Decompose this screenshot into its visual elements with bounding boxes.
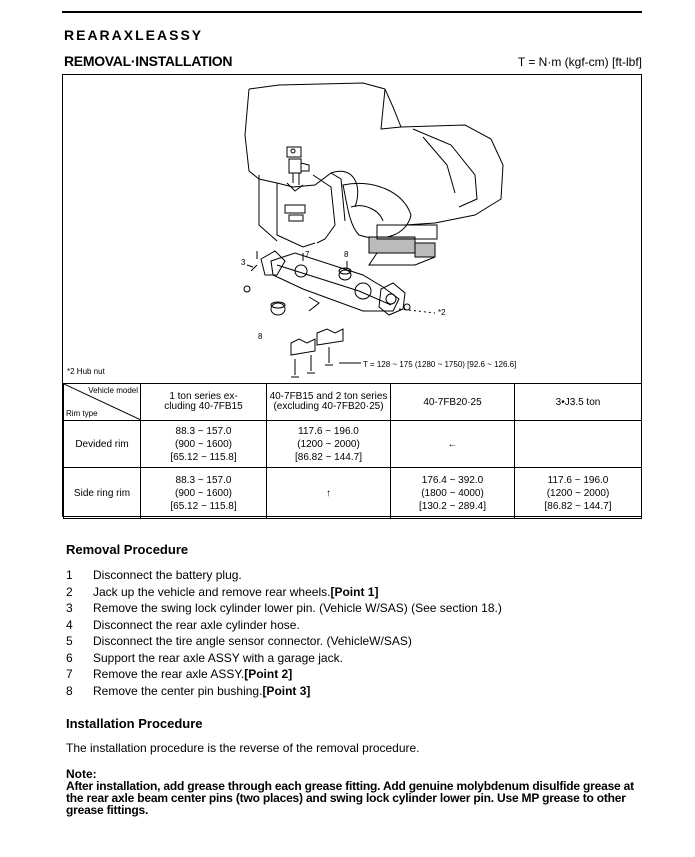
list-item: 4 Disconnect the rear axle cylinder hose. (66, 617, 300, 632)
list-item: 1 Disconnect the battery plug. (66, 568, 242, 582)
note-text: After installation, add grease through each grease fitting. Add genuine molybdenum disulfide grease at the rear axle beam center pins (two places) and swing lock cylinder lower pin. Use MP grease to other grease fittings. (66, 779, 634, 817)
same-as-above-arrow: ↑ (267, 468, 391, 519)
callout-8-upper: 8 (344, 250, 349, 259)
torque-table (63, 383, 642, 519)
figure-frame (62, 74, 642, 517)
hub-nut-footnote: *2 Hub nut (67, 367, 105, 376)
page-title: REMOVAL·INSTALLATION (64, 53, 233, 69)
top-rule (62, 11, 642, 13)
list-item: 5 Disconnect the tire angle sensor connector. (VehicleW/SAS) (66, 634, 412, 648)
table-cell: 88.3 ~ 157.0 (900 ~ 1600) [65.12 ~ 115.8] (141, 468, 267, 519)
same-as-left-arrow: ← (391, 421, 515, 468)
installation-text: The installation procedure is the reverse of the removal procedure. (66, 741, 420, 755)
table-cell: 176.4 ~ 392.0 (1800 ~ 4000) [130.2 ~ 289.4] (391, 468, 515, 519)
row-label-devided-rim: Devided rim (64, 421, 141, 468)
removal-steps (66, 568, 502, 700)
table-cell: 117.6 ~ 196.0 (1200 ~ 2000) [86.82 ~ 144.7] (267, 421, 391, 468)
column-header-1ton: 1 ton series ex- cluding 40-7FB15 (141, 384, 267, 421)
column-header-3ton: 3•J3.5 ton (515, 384, 642, 421)
rim-type-label: Rim type (66, 409, 98, 418)
torque-spec-label: T = 128 ~ 175 (1280 ~ 1750) [92.6 ~ 126.6] (363, 360, 517, 369)
column-header-2ton: 40-7FB15 and 2 ton series (excluding 40-7FB20·25) (267, 384, 391, 421)
table-cell: 117.6 ~ 196.0 (1200 ~ 2000) [86.82 ~ 144.7] (515, 468, 642, 519)
list-item: 6 Support the rear axle ASSY with a garage jack. (66, 650, 343, 665)
vehicle-model-label: Vehicle model (88, 386, 138, 395)
row-label-side-ring-rim: Side ring rim (64, 468, 141, 519)
list-item: 7 Remove the rear axle ASSY. [Point 2] (66, 667, 293, 681)
table-cell: 88.3 ~ 157.0 (900 ~ 1600) [65.12 ~ 115.8] (141, 421, 267, 468)
column-header-7fb20: 40-7FB20·25 (391, 384, 515, 421)
section-title: REARAXLEASSY (64, 27, 204, 43)
note-label: Note: (66, 767, 97, 781)
rear-axle-illustration (63, 75, 641, 383)
installation-heading: Installation Procedure (66, 716, 203, 731)
callout-8-lower: 8 (258, 332, 263, 341)
callout-3: 3 (241, 258, 246, 267)
removal-heading: Removal Procedure (66, 542, 189, 557)
list-item: 2 Jack up the vehicle and remove rear wheels. [Point 1] (66, 584, 379, 599)
callout-hub-nut: *2 (438, 308, 446, 317)
table-corner-cell (64, 384, 141, 421)
torque-unit-label: T = N·m (kgf-cm) [ft-lbf] (517, 55, 642, 69)
list-item: 3 Remove the swing lock cylinder lower pin. (Vehicle W/SAS) (See section 18.) (66, 601, 502, 615)
table-cell (515, 421, 642, 468)
list-item: 8 Remove the center pin bushing. [Point 3] (66, 683, 311, 698)
callout-7: 7 (305, 250, 310, 259)
